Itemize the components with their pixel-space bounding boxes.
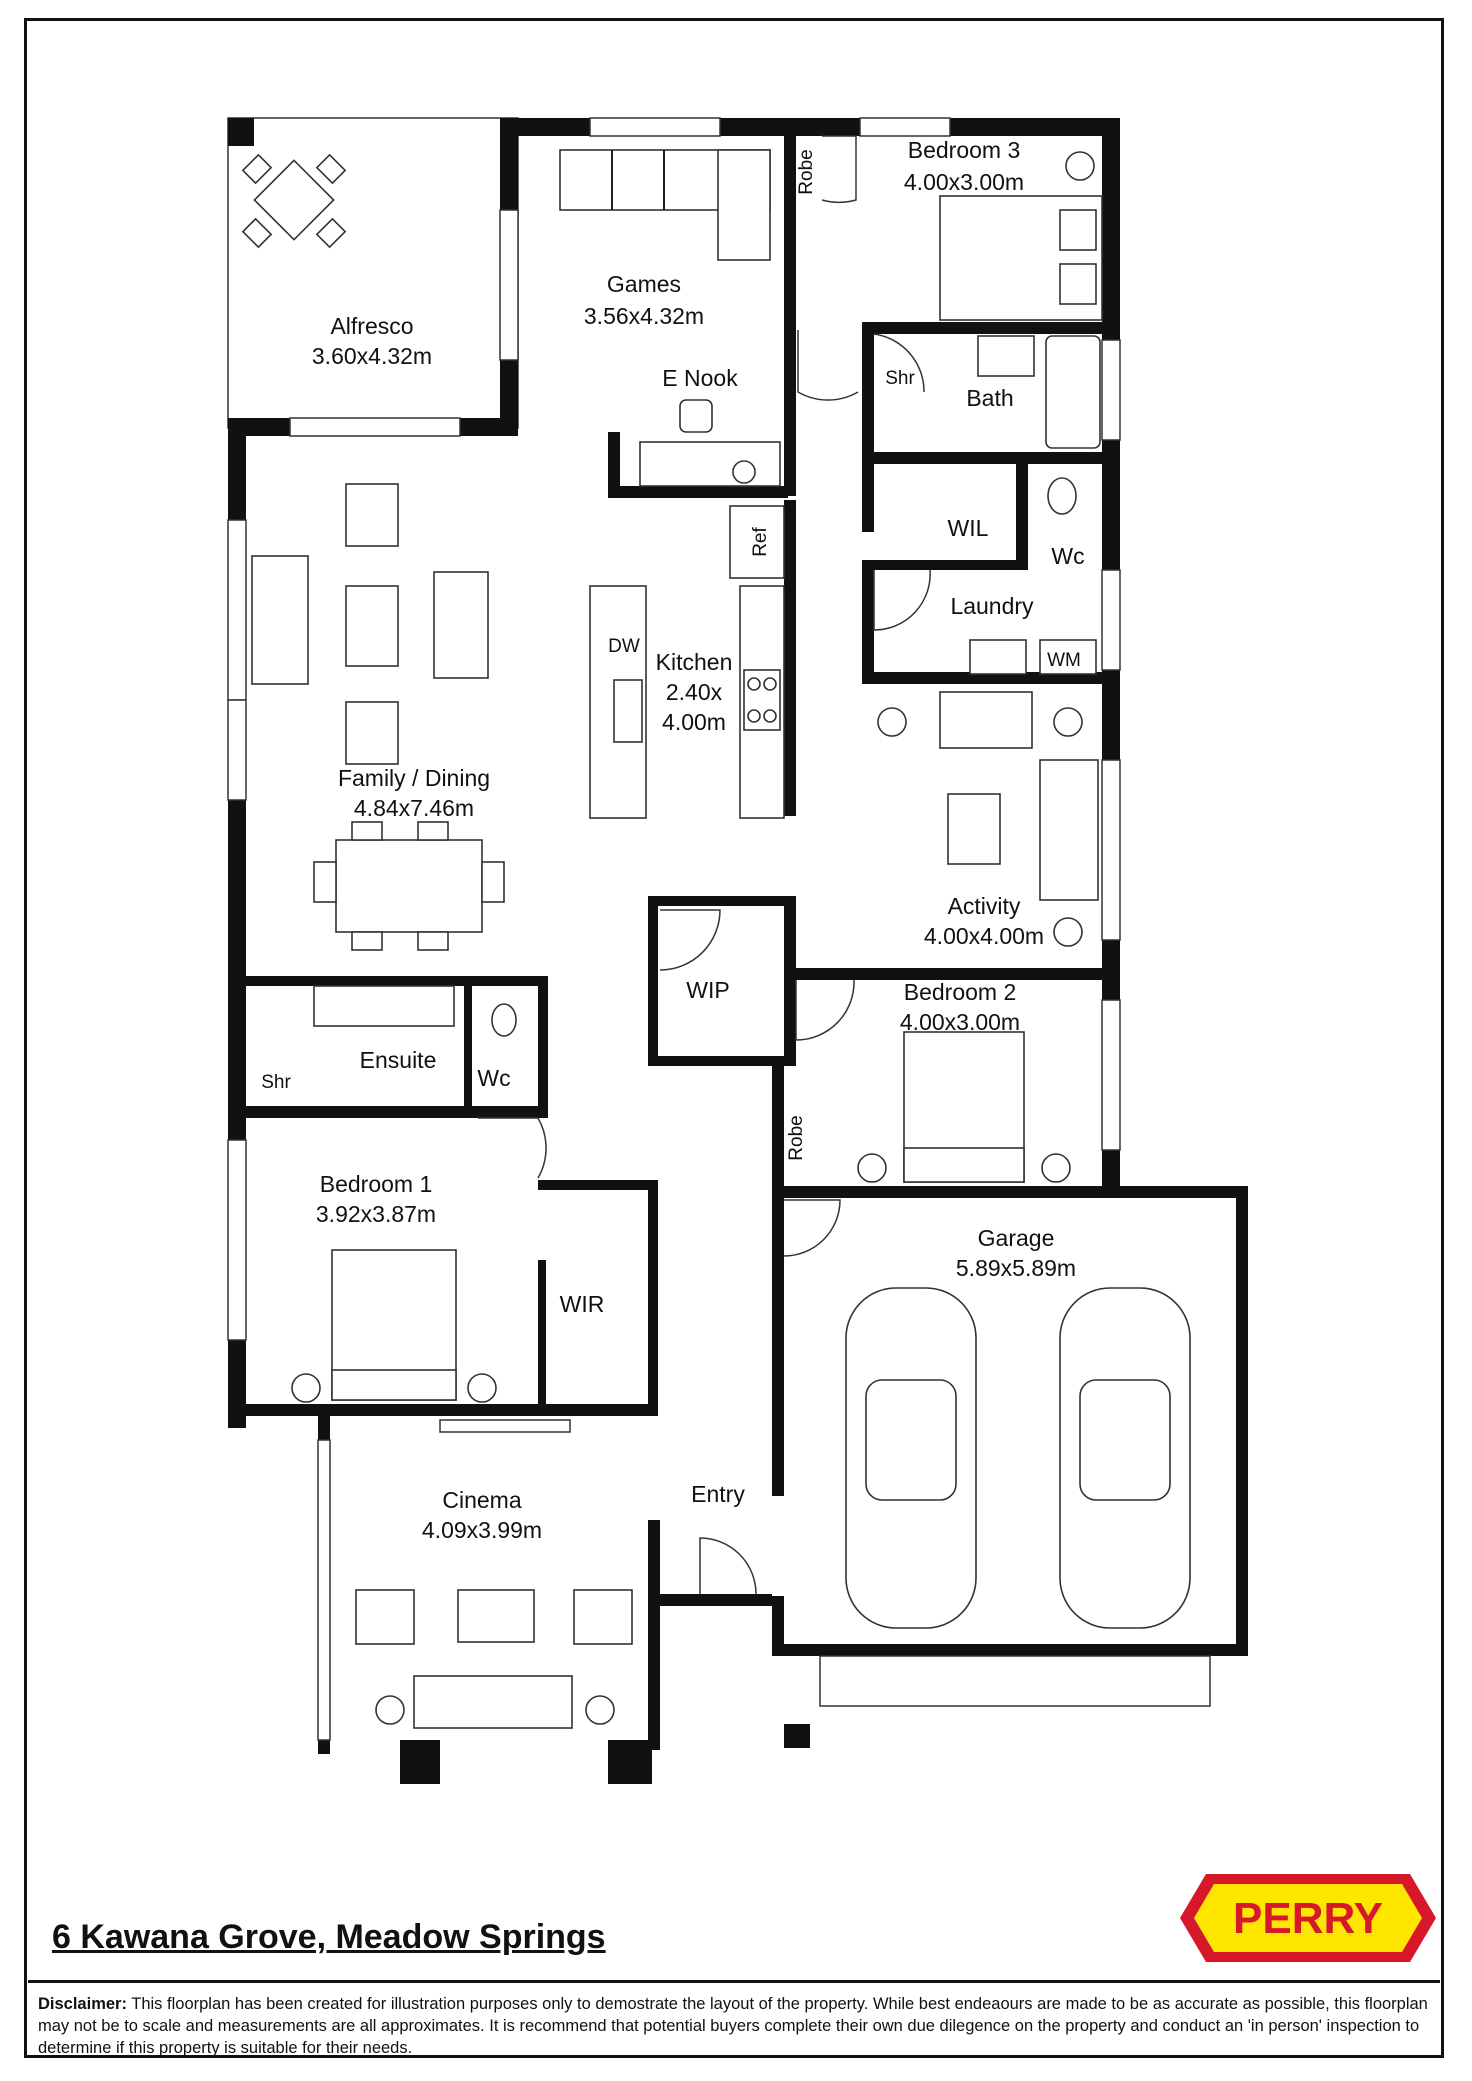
wc-laundry-label: Wc xyxy=(1051,543,1085,569)
ref-label: Ref xyxy=(750,527,771,557)
bedroom1-label: Bedroom 1 xyxy=(319,1171,433,1197)
laundry-label: Laundry xyxy=(950,593,1034,619)
bedroom1-size: 3.92x3.87m xyxy=(315,1201,437,1227)
cinema-size: 4.09x3.99m xyxy=(421,1517,543,1543)
wc-ensuite-label: Wc xyxy=(477,1065,511,1091)
wil-label: WIL xyxy=(947,515,989,541)
cinema-seating xyxy=(356,1590,632,1728)
wm-label: WM xyxy=(1047,650,1081,671)
ensuite-label: Ensuite xyxy=(359,1047,437,1073)
activity-size: 4.00x4.00m xyxy=(923,923,1045,949)
kitchen-size-a: 2.40x xyxy=(665,679,723,705)
bedroom3-label: Bedroom 3 xyxy=(907,137,1021,163)
garage-size: 5.89x5.89m xyxy=(955,1255,1077,1281)
games-size: 3.56x4.32m xyxy=(583,303,705,329)
activity-label: Activity xyxy=(947,893,1021,919)
alfresco-post xyxy=(228,118,254,146)
desk-chair-icon xyxy=(680,400,712,432)
bed-1-icon xyxy=(292,1250,496,1402)
alfresco-label: Alfresco xyxy=(330,313,414,339)
perry-logo xyxy=(1178,1868,1438,1968)
wir-label: WIR xyxy=(559,1291,605,1317)
bed-2-icon xyxy=(858,1032,1070,1182)
robe-top-label: Robe xyxy=(796,149,817,195)
kitchen-size-b: 4.00m xyxy=(662,709,726,735)
toilet-icon xyxy=(1048,478,1076,514)
robe-b2-label: Robe xyxy=(786,1115,807,1161)
games-label: Games xyxy=(606,271,682,297)
garage-label: Garage xyxy=(977,1225,1055,1251)
svg-text:PERRY: PERRY xyxy=(1233,1894,1383,1943)
entry-label: Entry xyxy=(691,1481,745,1507)
kitchen-label: Kitchen xyxy=(655,649,733,675)
property-address: 6 Kawana Grove, Meadow Springs xyxy=(52,1918,606,1956)
lounge-set xyxy=(252,484,488,764)
wip-label: WIP xyxy=(686,977,730,1003)
dining-table-icon xyxy=(314,822,504,950)
lamp-icon xyxy=(733,461,755,483)
family-size: 4.84x7.46m xyxy=(353,795,475,821)
cinema-label: Cinema xyxy=(442,1487,522,1513)
alfresco-size: 3.60x4.32m xyxy=(311,343,433,369)
dw-label: DW xyxy=(608,636,640,657)
bedroom2-size: 4.00x3.00m xyxy=(899,1009,1021,1035)
kitchen-island xyxy=(590,586,646,818)
cooktop-icon xyxy=(740,586,784,818)
games-sofa-icon xyxy=(560,150,770,260)
disclaimer-label: Disclaimer: xyxy=(38,1995,127,2013)
alfresco-outline xyxy=(228,118,518,428)
family-label: Family / Dining xyxy=(337,765,491,791)
enook-label: E Nook xyxy=(662,365,738,391)
outdoor-table-icon xyxy=(243,155,345,247)
ensuite-shower-label: Shr xyxy=(261,1072,291,1093)
bedroom2-label: Bedroom 2 xyxy=(903,979,1017,1005)
nook-desk xyxy=(640,442,780,486)
car-icon xyxy=(846,1288,1190,1628)
disclaimer xyxy=(28,1980,1440,2057)
bath-label: Bath xyxy=(966,385,1014,411)
bath-shower-label: Shr xyxy=(885,368,915,389)
ensuite-vanity-icon xyxy=(314,986,516,1036)
bedroom3-size: 4.00x3.00m xyxy=(903,169,1025,195)
disclaimer-text: This floorplan has been created for illustration purposes only to demostrate the layout of the property. While best endeaours are made to be as accurate as possible, this floorplan may not be to scale and measurements are all approximates. It is recommend that potential buyers complete their own due dilegence on the property and conduct an 'in person' inspection to determine if this property is suitable for their needs. xyxy=(38,1995,1428,2057)
